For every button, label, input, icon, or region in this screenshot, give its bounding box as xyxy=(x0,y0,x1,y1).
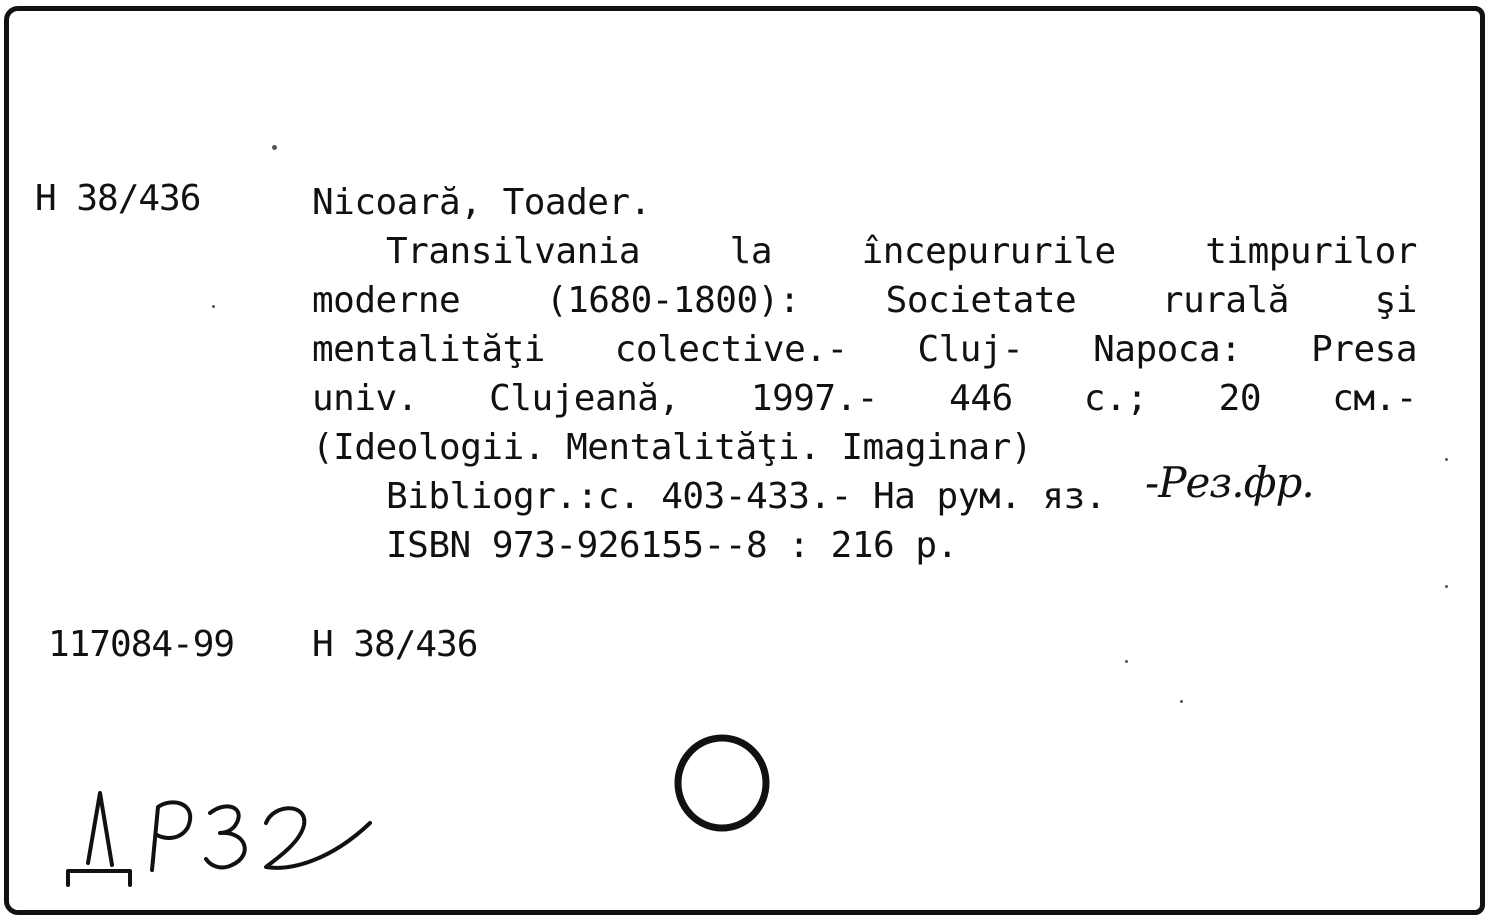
title-word: începururile xyxy=(861,231,1116,272)
punch-hole xyxy=(672,733,772,833)
handwritten-summary-note: -Рез.фр. xyxy=(1145,458,1314,507)
inventory-number: 117084-99 xyxy=(48,624,235,665)
imprint-word: Clujeană, xyxy=(489,378,680,419)
scan-speck xyxy=(1445,585,1448,588)
title-line-2 xyxy=(312,276,1417,325)
imprint-word: 446 xyxy=(949,378,1013,419)
title-word: timpurilor xyxy=(1205,231,1417,272)
imprint-word: univ. xyxy=(312,378,418,419)
title-word: Presa xyxy=(1311,329,1417,370)
scan-speck xyxy=(212,305,215,308)
scan-speck xyxy=(1445,458,1448,461)
title-word: Cluj- xyxy=(917,329,1024,370)
title-word: rurală xyxy=(1161,280,1289,321)
title-word: moderne xyxy=(312,280,461,321)
scan-speck xyxy=(272,145,277,150)
imprint-word: см.- xyxy=(1332,378,1417,419)
bibliographic-entry xyxy=(312,178,1417,570)
title-line-1 xyxy=(312,227,1417,276)
author-line: Nicoară, Toader. xyxy=(312,182,651,223)
inventory-shelf-mark: Н 38/436 xyxy=(312,624,478,665)
title-word: şi xyxy=(1374,280,1417,321)
notes-line: Bibliogr.:с. 403-433.- На рум. яз. xyxy=(386,476,1106,517)
title-word: Napoca: xyxy=(1093,329,1242,370)
isbn-line: ISBN 973-926155--8 : 216 р. xyxy=(386,525,958,566)
imprint-line xyxy=(312,374,1417,423)
title-word: mentalităţi xyxy=(312,329,545,370)
title-word: Societate xyxy=(885,280,1077,321)
shelf-mark: Н 38/436 xyxy=(35,178,201,219)
scan-speck xyxy=(1180,700,1183,703)
imprint-word: с.; xyxy=(1083,378,1148,419)
imprint-word: 1997.- xyxy=(750,378,878,419)
title-word: la xyxy=(729,231,773,272)
title-word: colective.- xyxy=(614,329,848,370)
title-line-3 xyxy=(312,325,1417,374)
handwritten-classification-code xyxy=(60,775,390,900)
imprint-word: 20 xyxy=(1218,378,1262,419)
title-word: (1680-1800): xyxy=(545,280,800,321)
series-line: (Ideologii. Mentalităţi. Imaginar) xyxy=(312,427,1032,468)
title-word: Transilvania xyxy=(386,231,641,272)
scan-speck xyxy=(1125,660,1128,663)
